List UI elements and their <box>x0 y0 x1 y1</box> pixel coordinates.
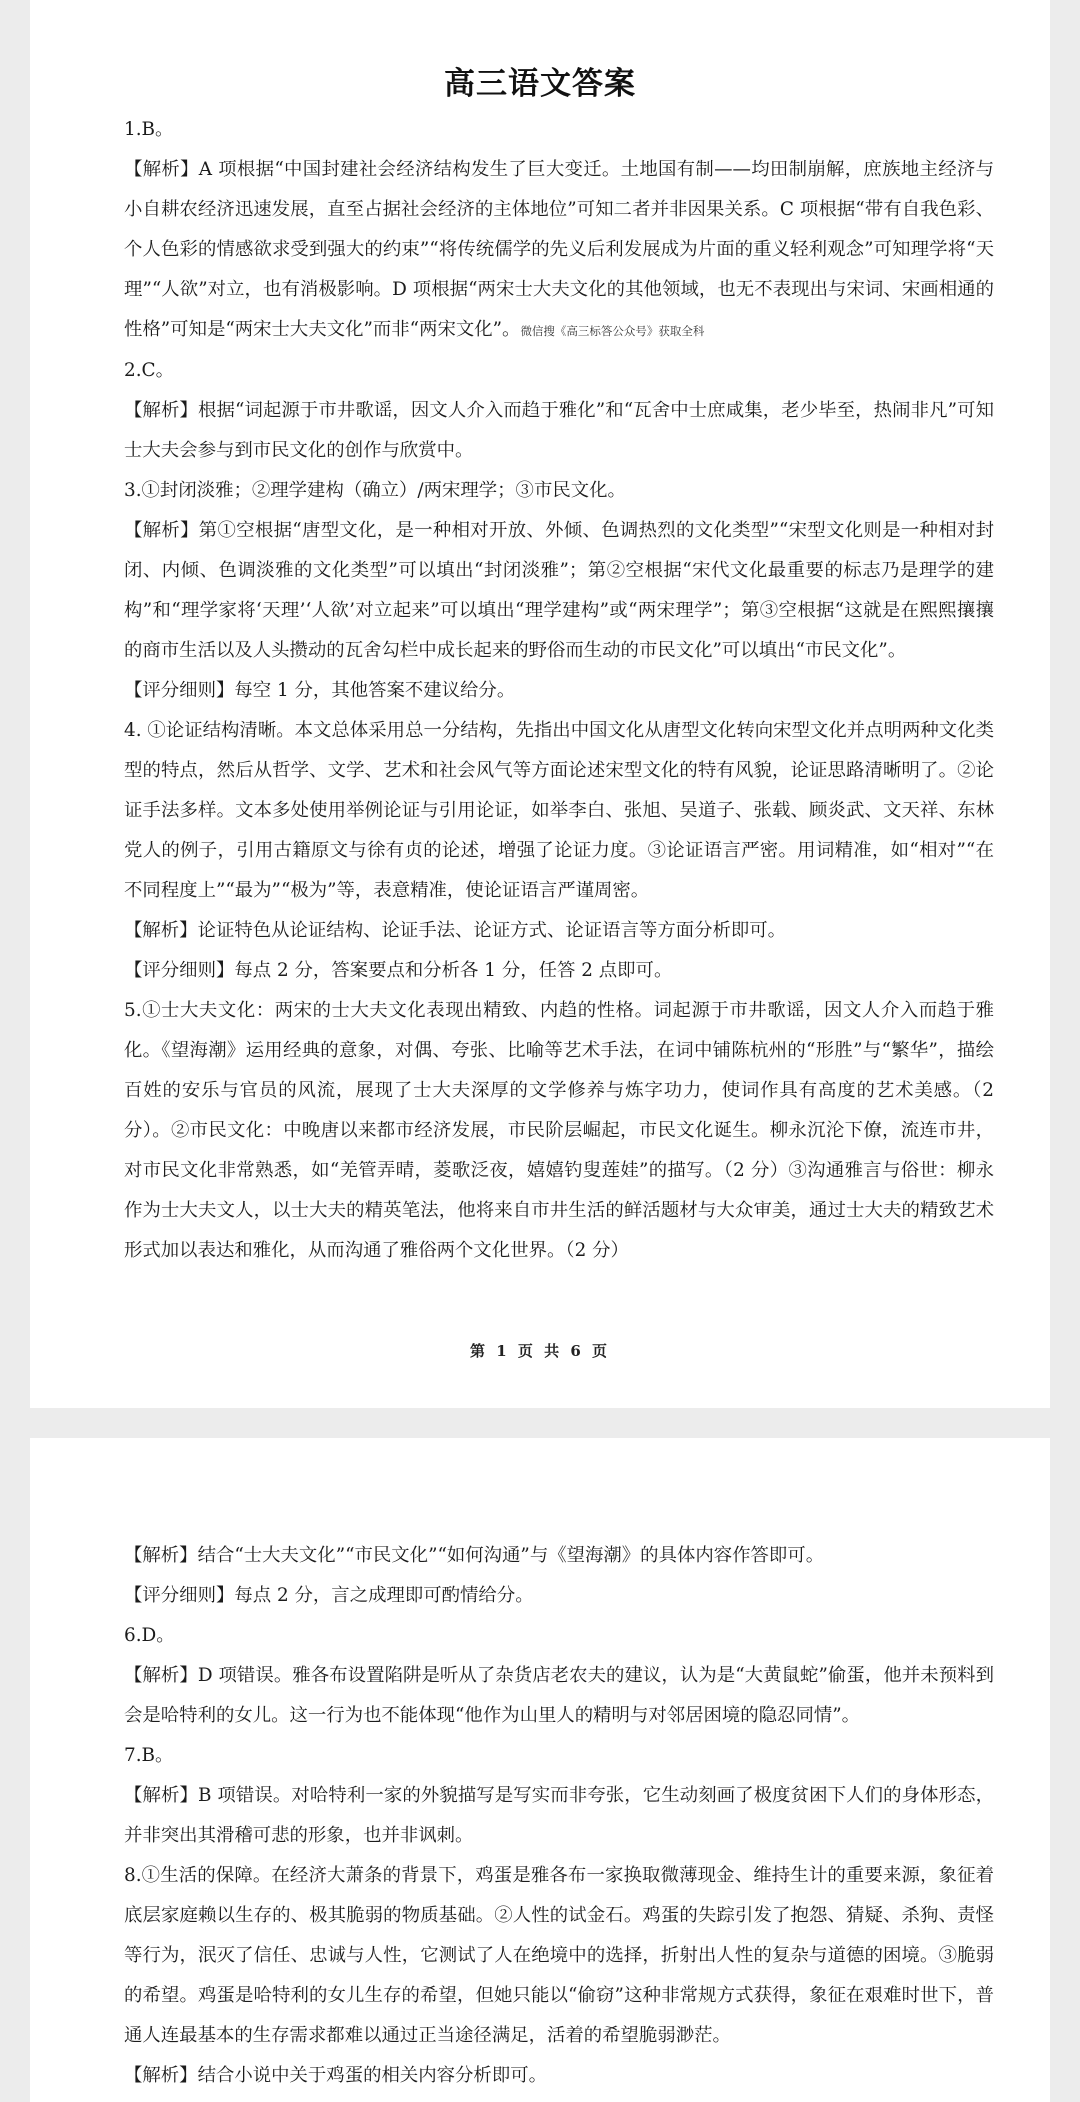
q2-analysis: 【解析】根据“词起源于市井歌谣，因文人介入而趋于雅化”和“瓦舍中士庶咸集，老少毕至，热闹非凡”可知士大夫会参与到市民文化的创作与欣赏中。 <box>124 400 994 461</box>
page-footer: 第 1 页 共 6 页 <box>470 1342 610 1360</box>
document-page-1 <box>30 0 1050 1408</box>
q6-analysis: 【解析】D 项错误。雅各布设置陷阱是听从了杂货店老农夫的建议，认为是“大黄鼠蛇”偷蛋，他并未预料到会是哈特利的女儿。这一行为也不能体现“他作为山里人的精明与对邻居困境的隐忍同情”。 <box>124 1665 994 1726</box>
document-title: 高三语文答案 <box>444 66 636 102</box>
q3-analysis: 【解析】第①空根据“唐型文化，是一种相对开放、外倾、色调热烈的文化类型”“宋型文化则是一种相对封闭、内倾、色调淡雅的文化类型”可以填出“封闭淡雅”；第②空根据“宋代文化最重要的标志乃是理学的建构”和“理学家将‘天理’‘人欲’对立起来”可以填出“理学建构”或“两宋理学”；第③空根据“这就是在熙熙攘攘的商市生活以及人头攒动的瓦舍勾栏中成长起来的野俗而生动的市民文化”可以填出“市民文化”。 <box>124 520 994 661</box>
q1-analysis-text: 【解析】A 项根据“中国封建社会经济结构发生了巨大变迁。土地国有制——均田制崩解，庶族地主经济与小自耕农经济迅速发展，直至占据社会经济的主体地位”可知二者并非因果关系。C 项根据“带有自我色彩、个人色彩的情感欲求受到强大的约束”“将传统儒学的先义后利发展成为片面的重义轻利观念”可知理学将“天理”“人欲”对立，也有消极影响。D 项根据“两宋士大夫文化的其他领域，也无不表现出与宋词、宋画相通的性格”可知是“两宋士大夫文化”而非“两宋文化”。 <box>124 159 994 340</box>
q2-answer: 2.C。 <box>124 360 175 381</box>
q7-answer: 7.B。 <box>124 1745 174 1766</box>
q3-scoring: 【评分细则】每空 1 分，其他答案不建议给分。 <box>124 680 516 701</box>
q4-analysis: 【解析】论证特色从论证结构、论证手法、论证方式、论证语言等方面分析即可。 <box>124 920 787 941</box>
q8-answer: 8.①生活的保障。在经济大萧条的背景下，鸡蛋是雅各布一家换取微薄现金、维持生计的重要来源，象征着底层家庭赖以生存的、极其脆弱的物质基础。②人性的试金石。鸡蛋的失踪引发了抱怨、猜疑、杀狗、责怪等行为，泯灭了信任、忠诚与人性，它测试了人在绝境中的选择，折射出人性的复杂与道德的困境。③脆弱的希望。鸡蛋是哈特利的女儿生存的希望，但她只能以“偷窃”这种非常规方式获得，象征在艰难时世下，普通人连最基本的生存需求都难以通过正当途径满足，活着的希望脆弱渺茫。 <box>124 1865 994 2046</box>
q6-answer: 6.D。 <box>124 1625 175 1646</box>
q4-scoring: 【评分细则】每点 2 分，答案要点和分析各 1 分，任答 2 点即可。 <box>124 960 673 981</box>
wechat-note: 微信搜《高三标答公众号》获取全科 <box>520 324 705 338</box>
q1-analysis <box>124 150 994 351</box>
document-page-2 <box>30 1438 1050 2102</box>
page-2-content <box>124 1536 994 2096</box>
q4-answer: 4. ①论证结构清晰。本文总体采用总一分结构，先指出中国文化从唐型文化转向宋型文化并点明两种文化类型的特点，然后从哲学、文学、艺术和社会风气等方面论述宋型文化的特有风貌，论证思路清晰明了。②论证手法多样。文本多处使用举例论证与引用论证，如举李白、张旭、吴道子、张载、顾炎武、文天祥、东林党人的例子，引用古籍原文与徐有贞的论述，增强了论证力度。③论证语言严密。用词精准，如“相对”“在不同程度上”“最为”“极为”等，表意精准，使论证语言严谨周密。 <box>124 720 994 901</box>
q8-analysis: 【解析】结合小说中关于鸡蛋的相关内容分析即可。 <box>124 2065 547 2086</box>
q1-answer: 1.B。 <box>124 119 174 140</box>
q5-scoring: 【评分细则】每点 2 分，言之成理即可酌情给分。 <box>124 1585 534 1606</box>
q5-analysis: 【解析】结合“士大夫文化”“市民文化”“如何沟通”与《望海潮》的具体内容作答即可。 <box>124 1545 825 1566</box>
page-1-content <box>124 110 994 1271</box>
q3-answer: 3.①封闭淡雅；②理学建构（确立）/两宋理学；③市民文化。 <box>124 480 626 501</box>
q7-analysis: 【解析】B 项错误。对哈特利一家的外貌描写是写实而非夸张，它生动刻画了极度贫困下人们的身体形态，并非突出其滑稽可悲的形象，也并非讽刺。 <box>124 1785 994 1846</box>
q5-answer: 5.①士大夫文化：两宋的士大夫文化表现出精致、内趋的性格。词起源于市井歌谣，因文人介入而趋于雅化。《望海潮》运用经典的意象，对偶、夸张、比喻等艺术手法，在词中铺陈杭州的“形胜”与“繁华”，描绘百姓的安乐与官员的风流，展现了士大夫深厚的文学修养与炼字功力，使词作具有高度的艺术美感。（2 分）。②市民文化：中晚唐以来都市经济发展，市民阶层崛起，市民文化诞生。柳永沉沦下僚，流连市井，对市民文化非常熟悉，如“羌管弄晴，菱歌泛夜，嬉嬉钓叟莲娃”的描写。（2 分）③沟通雅言与俗世：柳永作为士大夫文人，以士大夫的精英笔法，他将来自市井生活的鲜活题材与大众审美，通过士大夫的精致艺术形式加以表达和雅化，从而沟通了雅俗两个文化世界。（2 分） <box>124 1000 994 1261</box>
